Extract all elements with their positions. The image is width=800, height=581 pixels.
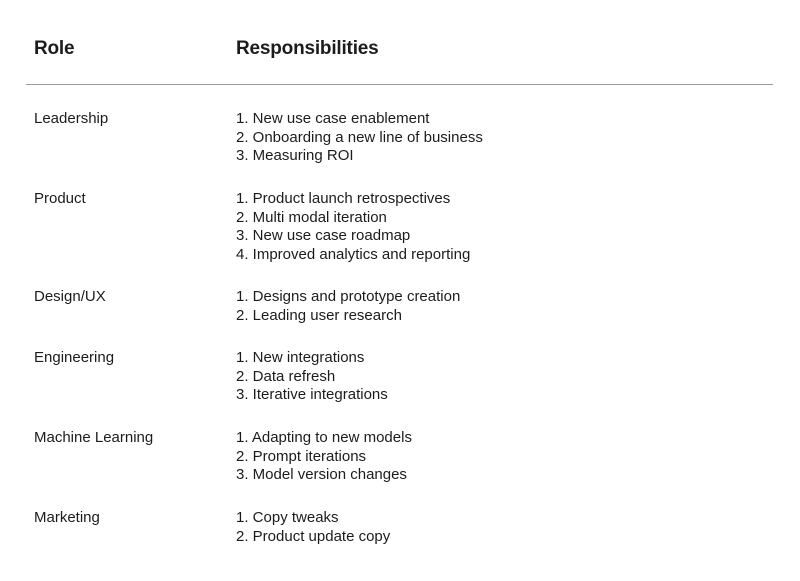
header-divider <box>26 84 773 85</box>
responsibility-item: 4. Improved analytics and reporting <box>236 245 471 263</box>
responsibility-item: 3. Model version changes <box>236 466 407 484</box>
responsibility-item: 2. Leading user research <box>236 306 402 324</box>
responsibilities-list <box>236 429 412 485</box>
responsibility-item: 2. Multi modal iteration <box>236 208 387 226</box>
role-cell: Product <box>34 190 86 207</box>
responsibility-item: 1. Copy tweaks <box>236 509 339 526</box>
responsibility-item: 1. New use case enablement <box>236 110 430 127</box>
responsibility-item: 3. New use case roadmap <box>236 227 411 245</box>
responsibility-item: 2. Prompt iterations <box>236 447 367 465</box>
role-cell: Design/UX <box>34 288 106 305</box>
responsibilities-list <box>236 110 483 166</box>
responsibility-item: 1. New integrations <box>236 349 365 366</box>
responsibilities-list <box>236 349 388 405</box>
responsibility-item: 1. Designs and prototype creation <box>236 288 461 305</box>
role-cell: Machine Learning <box>34 429 154 446</box>
role-cell: Leadership <box>34 110 109 127</box>
responsibility-item: 3. Iterative integrations <box>236 386 388 404</box>
responsibility-item: 2. Product update copy <box>236 527 391 545</box>
responsibilities-list <box>236 190 470 264</box>
column-header-responsibilities: Responsibilities <box>236 38 379 59</box>
responsibility-item: 2. Onboarding a new line of business <box>236 128 483 146</box>
column-header-role: Role <box>34 38 75 59</box>
responsibilities-list <box>236 288 460 325</box>
responsibility-item: 2. Data refresh <box>236 367 336 385</box>
responsibility-item: 1. Adapting to new models <box>236 429 412 446</box>
table-header <box>0 0 800 84</box>
role-cell: Marketing <box>34 509 100 526</box>
responsibility-item: 3. Measuring ROI <box>236 147 354 165</box>
responsibilities-list <box>236 509 390 546</box>
role-cell: Engineering <box>34 349 115 366</box>
responsibility-item: 1. Product launch retrospectives <box>236 190 451 207</box>
